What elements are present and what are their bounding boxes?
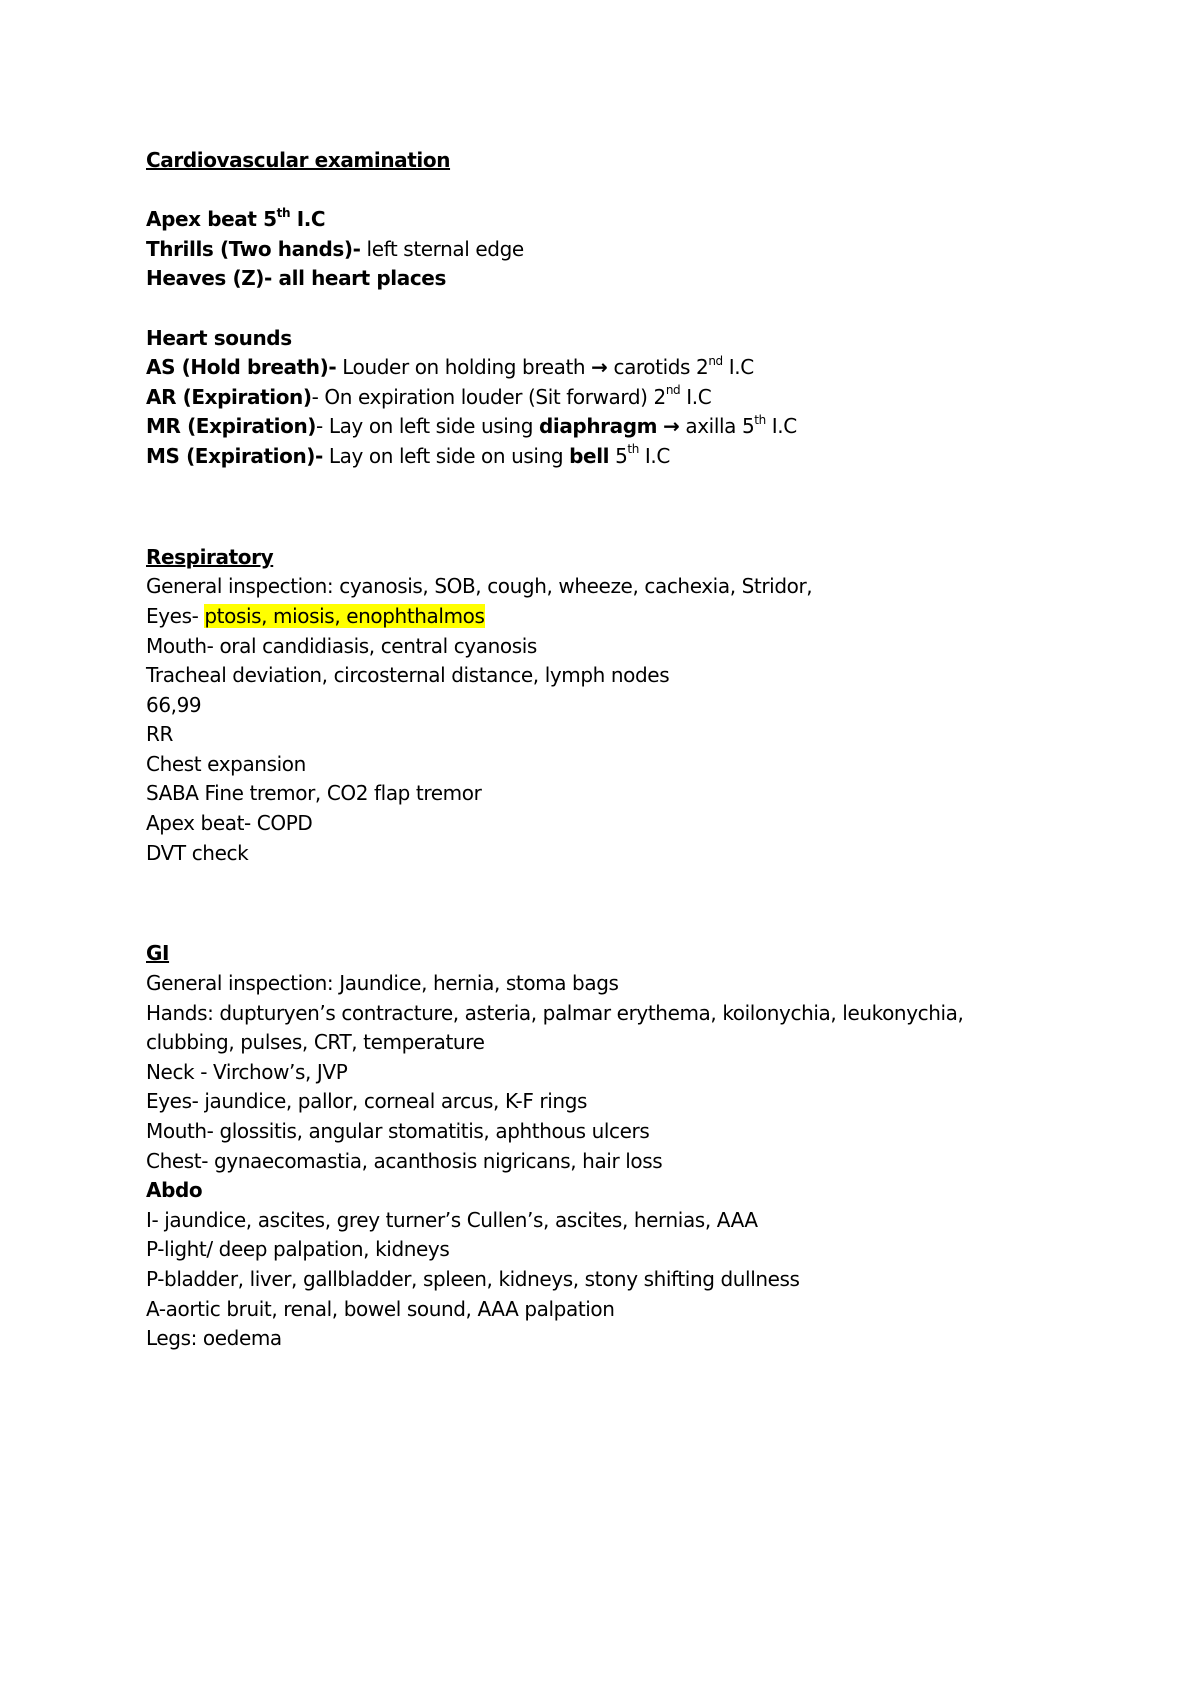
ar-sup: nd [665, 383, 681, 398]
abdo-heading: Abdo [146, 1178, 203, 1203]
gi-heading: GI [146, 941, 170, 966]
resp-line: SABA Fine tremor, CO2 flap tremor [146, 781, 482, 806]
as-line [146, 353, 1146, 383]
resp-line: Mouth- oral candidiasis, central cyanosis [146, 633, 537, 658]
eyes-label: Eyes- [146, 603, 205, 628]
gi-line: Mouth- glossitis, angular stomatitis, aphthous ulcers [146, 1119, 650, 1143]
mr-label: MR (Expiration) [146, 414, 317, 439]
as-after: carotids 2 [607, 355, 709, 380]
apex-label: Apex beat 5 [146, 207, 277, 232]
spacer [146, 176, 1146, 206]
gi-line: clubbing, pulses, CRT, temperature [146, 1030, 485, 1055]
mr-diaphragm: diaphragm [538, 414, 658, 439]
gi-line: Hands: dupturyen’s contracture, asteria, palmar erythema, koilonychia, leukonychia, [146, 1000, 964, 1025]
spacer [146, 927, 1146, 939]
respiratory-heading: Respiratory [146, 544, 274, 569]
ms-text: Lay on left side on using [322, 443, 570, 468]
mr-text: - Lay on left side using [316, 414, 539, 439]
abdo-line: I- jaundice, ascites, grey turner’s Cullen’s, ascites, hernias, AAA [146, 1207, 758, 1232]
resp-line: RR [146, 722, 173, 747]
document-page [146, 146, 1146, 1354]
arrow-icon: → [663, 414, 680, 439]
resp-eyes-line [146, 602, 1146, 632]
resp-line: Apex beat- COPD [146, 811, 313, 836]
resp-line: Chest expansion [146, 751, 306, 776]
ms-line [146, 442, 1146, 472]
resp-line: 66,99 [146, 692, 202, 717]
heart-sounds-heading: Heart sounds [146, 325, 292, 350]
resp-line: DVT check [146, 840, 249, 865]
thrills-text: left sternal edge [360, 236, 524, 261]
gi-line: Chest- gynaecomastia, acanthosis nigricans, hair loss [146, 1148, 663, 1173]
spacer [146, 531, 1146, 543]
as-text: Louder on holding breath [336, 355, 592, 380]
ar-text: - On expiration louder (Sit forward) 2 [311, 384, 666, 409]
mr-end: I.C [765, 414, 797, 439]
spacer [146, 868, 1146, 927]
resp-line: General inspection: cyanosis, SOB, cough, wheeze, cachexia, Stridor, [146, 574, 813, 599]
abdo-line: P-light/ deep palpation, kidneys [146, 1237, 450, 1262]
ar-end: I.C [680, 384, 712, 409]
ms-after: 5 [609, 443, 628, 468]
as-sup: nd [708, 353, 723, 368]
mr-after: axilla 5 [679, 414, 755, 439]
abdo-line: Legs: oedema [146, 1326, 282, 1351]
apex-rest: I.C [290, 207, 326, 232]
apex-sup: th [276, 205, 291, 220]
gi-line: Neck - Virchow’s, JVP [146, 1059, 348, 1084]
mr-sup: th [754, 412, 766, 427]
spacer [146, 472, 1146, 531]
as-label: AS (Hold breath)- [146, 355, 337, 380]
abdo-line: A-aortic bruit, renal, bowel sound, AAA palpation [146, 1296, 615, 1321]
ms-end: I.C [638, 443, 670, 468]
ms-bell: bell [569, 443, 610, 468]
resp-line: Tracheal deviation, circosternal distance, lymph nodes [146, 663, 670, 688]
thrills-label: Thrills (Two hands)- [146, 236, 361, 261]
cardio-heading: Cardiovascular examination [146, 148, 451, 172]
abdo-line: P-bladder, liver, gallbladder, spleen, kidneys, stony shifting dullness [146, 1266, 800, 1291]
thrills-line [146, 235, 1146, 265]
ar-line [146, 383, 1146, 413]
spacer [146, 294, 1146, 324]
mr-line [146, 412, 1146, 442]
ms-sup: th [627, 442, 639, 457]
arrow-icon: → [591, 355, 608, 380]
gi-line: General inspection: Jaundice, hernia, stoma bags [146, 971, 619, 996]
apex-beat-line [146, 205, 1146, 235]
heaves-line: Heaves (Z)- all heart places [146, 266, 446, 291]
as-end: I.C [722, 355, 754, 380]
gi-line: Eyes- jaundice, pallor, corneal arcus, K-F rings [146, 1089, 588, 1114]
ms-label: MS (Expiration)- [146, 443, 323, 468]
eyes-highlight: ptosis, miosis, enophthalmos [204, 603, 485, 628]
ar-label: AR (Expiration) [146, 384, 312, 409]
